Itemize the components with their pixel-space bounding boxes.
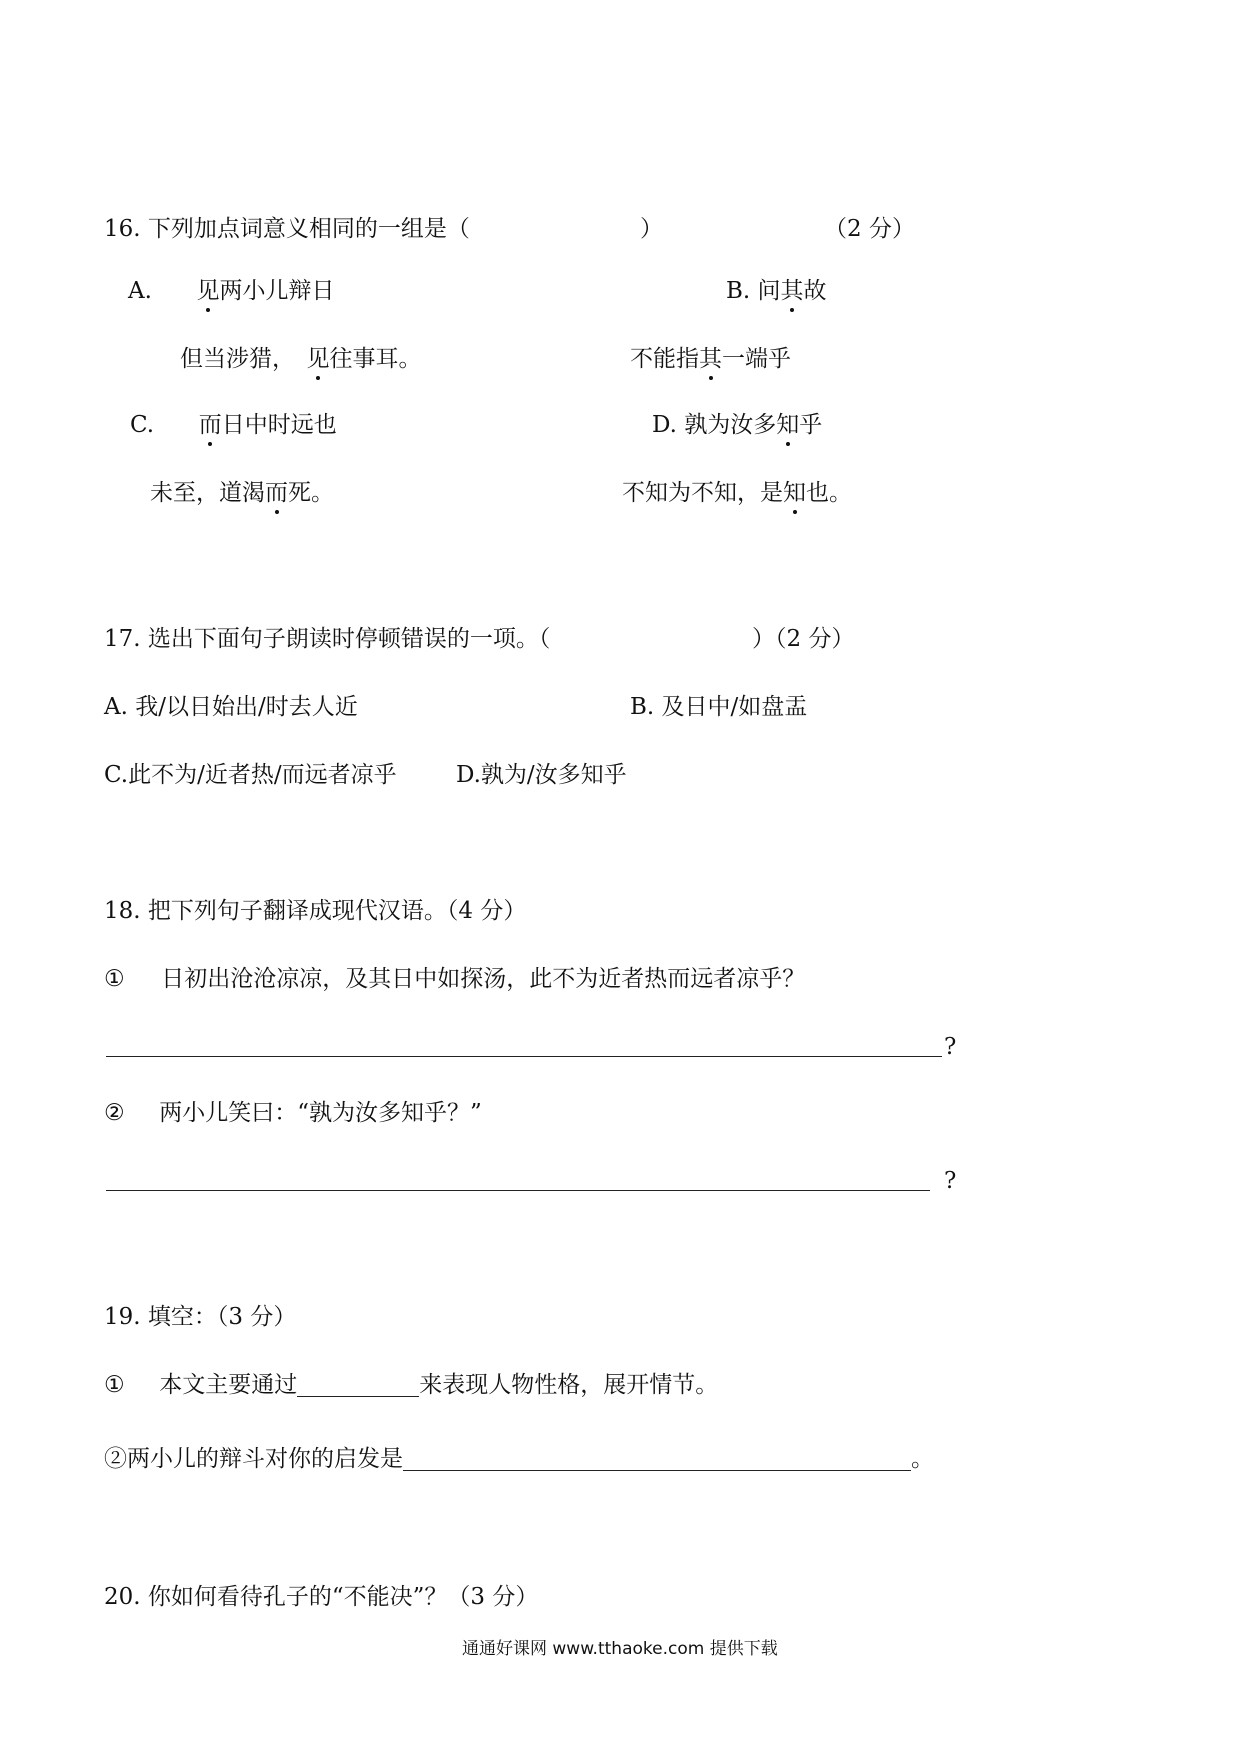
q19-item-1-post: 来表现人物性格，展开情节。 [419,1372,719,1398]
q20-stem: 20. 你如何看待孔子的“不能决”？（3 分） [104,1584,539,1610]
q16-option-d-line1 [652,414,822,437]
q16-option-a2-pre: 但当涉猎， [180,346,307,372]
q18-stem: 18. 把下列句子翻译成现代汉语。（4 分） [104,898,527,924]
q16-stem [104,218,470,241]
q16-option-c-dotted-word: 而 [198,412,222,438]
q17-option-d: D.孰为/汝多知乎 [456,762,627,788]
q18-sentence-2 [104,1102,482,1125]
q17-option-b: B. 及日中/如盘盂 [630,694,808,720]
q16-option-b-pre: B. 问 [726,278,781,304]
q16-option-b2-dotted-word: 其 [699,346,722,372]
q16-option-b-line1 [726,280,827,303]
q16-option-c-line2 [150,482,334,505]
q16-option-a-dotted-word: 见 [196,278,220,304]
q16-option-d-dotted-word: 知 [776,412,800,438]
q18-answer-line-1[interactable] [106,1056,942,1057]
q19-stem: 19. 填空：（3 分） [104,1304,297,1330]
q16-option-d2-text: 也。 [806,480,852,506]
q16-stem-close: ） [640,216,663,242]
q16-score: （2 分） [824,216,915,242]
q16-option-b2-text: 一端乎 [722,346,791,372]
q19-item-2 [104,1448,934,1471]
q19-item-1-blank[interactable] [297,1374,419,1397]
q18-sentence-1-number: ① [104,966,125,992]
q16-option-d-text: 乎 [799,412,823,438]
q19-item-2-end: 。 [911,1446,934,1472]
q16-option-a-line2 [180,348,422,371]
q16-option-c-line1 [130,414,337,437]
q17-stem: 17. 选出下面句子朗读时停顿错误的一项。（ [104,626,551,652]
q16-option-d2-dotted-word: 知 [783,480,806,506]
q16-option-c-label: C. [130,412,155,438]
q17-stem-close: ）（2 分） [752,626,855,652]
q18-answer-line-2-end: ? [944,1168,957,1194]
q18-sentence-2-text: 两小儿笑曰：“孰为汝多知乎？” [159,1100,482,1126]
page-footer: 通通好课网 www.tthaoke.com 提供下载 [462,1639,778,1659]
q16-option-d-pre: D. 孰为汝多 [652,412,777,438]
q16-option-a2-dotted-word: 见 [306,346,330,372]
q16-option-c2-pre: 未至，道渴 [150,480,265,506]
q16-stem-text: 16. 下列加点词意义相同的一组是（ [104,216,470,242]
q19-item-1-pre: 本文主要通过 [159,1372,298,1398]
q16-option-d2-pre: 不知为不知，是 [622,480,783,506]
q16-option-c2-dotted-word: 而 [265,480,288,506]
q19-item-1-number: ① [104,1372,125,1398]
q19-item-2-blank[interactable] [403,1448,911,1471]
q19-item-1 [104,1374,718,1397]
q16-option-a-label: A. [128,278,152,304]
q18-sentence-2-number: ② [104,1100,125,1126]
q18-sentence-1 [104,968,805,991]
q17-option-a: A. 我/以日始出/时去人近 [104,694,358,720]
q17-option-c: C.此不为/近者热/而远者凉乎 [104,762,397,788]
q18-sentence-1-text: 日初出沧沧凉凉，及其日中如探汤，此不为近者热而远者凉乎？ [161,966,806,992]
q16-option-b-line2 [630,348,791,371]
q16-option-b-text: 故 [803,278,827,304]
q18-answer-line-2[interactable] [106,1190,930,1191]
q16-option-a2-text: 往事耳。 [329,346,422,372]
q16-option-a-line1 [128,280,335,303]
q16-option-c-text: 日中时远也 [221,412,337,438]
q16-option-c2-text: 死。 [288,480,334,506]
q16-option-b-dotted-word: 其 [780,278,804,304]
q16-option-d-line2 [622,482,852,505]
q16-option-a-text: 两小儿辩日 [219,278,335,304]
q18-answer-line-1-end: ? [944,1034,957,1060]
q16-option-b2-pre: 不能指 [630,346,699,372]
q19-item-2-pre: ②两小儿的辩斗对你的启发是 [104,1446,403,1472]
